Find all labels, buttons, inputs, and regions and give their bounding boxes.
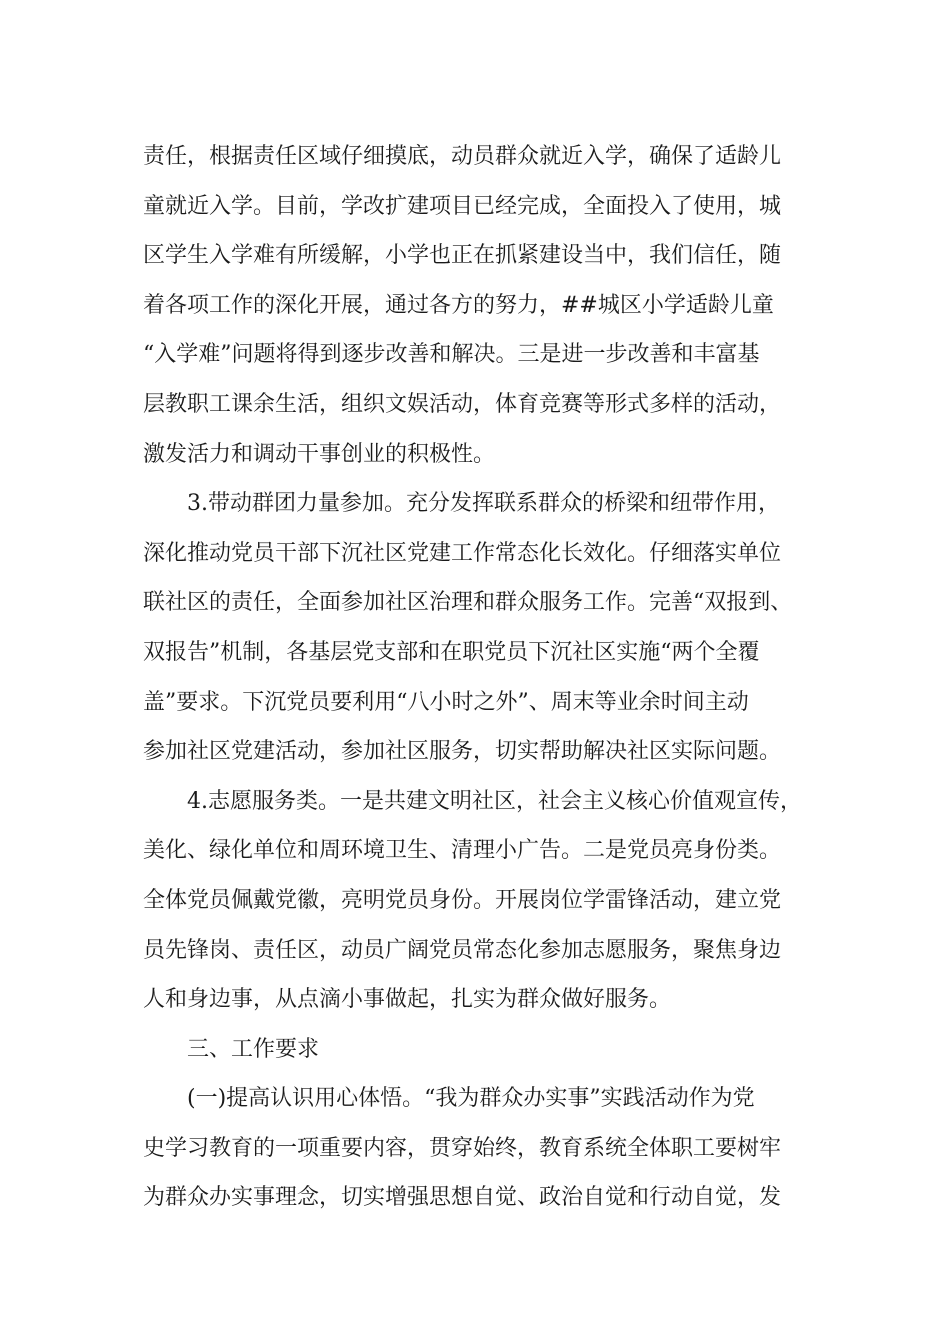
section-heading: 三、工作要求 — [187, 1036, 320, 1062]
text-line: 着各项工作的深化开展，通过各方的努力，##城区小学适龄儿童 — [143, 292, 774, 318]
text-line: 双报告”机制，各基层党支部和在职党员下沉社区实施“两个全覆 — [143, 639, 760, 665]
document-body — [143, 132, 813, 1223]
paragraph-first-line: 3.带动群团力量参加。充分发挥联系群众的桥梁和纽带作用， — [187, 491, 780, 517]
text-line: 员先锋岗、责任区，动员广阔党员常态化参加志愿服务，聚焦身边 — [143, 937, 782, 963]
text-line: 人和身边事，从点滴小事做起，扎实为群众做好服务。 — [143, 987, 672, 1013]
text-line: 盖”要求。下沉党员要利用“八小时之外”、周末等业余时间主动 — [143, 689, 749, 715]
text-line: 责任，根据责任区域仔细摸底，动员群众就近入学，确保了适龄儿 — [143, 144, 782, 169]
text-line: 深化推动党员干部下沉社区党建工作常态化长效化。仔细落实单位 — [143, 540, 782, 566]
text-line: “入学难”问题将得到逐步改善和解决。三是进一步改善和丰富基 — [143, 342, 760, 368]
text-line: 美化、绿化单位和周环境卫生、清理小广告。二是党员亮身份类。 — [143, 838, 782, 864]
paragraph-first-line: 4.志愿服务类。一是共建文明社区，社会主义核心价值观宣传， — [187, 788, 802, 814]
paragraph-first-line: (一)提高认识用心体悟。“我为群众办实事”实践活动作为党 — [187, 1086, 755, 1112]
text-line: 为群众办实事理念，切实增强思想自觉、政治自觉和行动自觉，发 — [143, 1185, 782, 1211]
text-line: 联社区的责任，全面参加社区治理和群众服务工作。完善“双报到、 — [143, 590, 793, 616]
text-line: 层教职工课余生活，组织文娱活动，体育竞赛等形式多样的活动， — [143, 391, 782, 417]
text-line: 史学习教育的一项重要内容，贯穿始终，教育系统全体职工要树牢 — [143, 1135, 782, 1161]
text-line: 区学生入学难有所缓解，小学也正在抓紧建设当中，我们信任，随 — [143, 243, 782, 269]
text-line: 全体党员佩戴党徽，亮明党员身份。开展岗位学雷锋活动，建立党 — [143, 887, 782, 913]
text-line: 激发活力和调动干事创业的积极性。 — [143, 441, 496, 467]
text-line: 童就近入学。目前，学改扩建项目已经完成，全面投入了使用，城 — [143, 193, 782, 219]
text-line: 参加社区党建活动，参加社区服务，切实帮助解决社区实际问题。 — [143, 739, 782, 765]
